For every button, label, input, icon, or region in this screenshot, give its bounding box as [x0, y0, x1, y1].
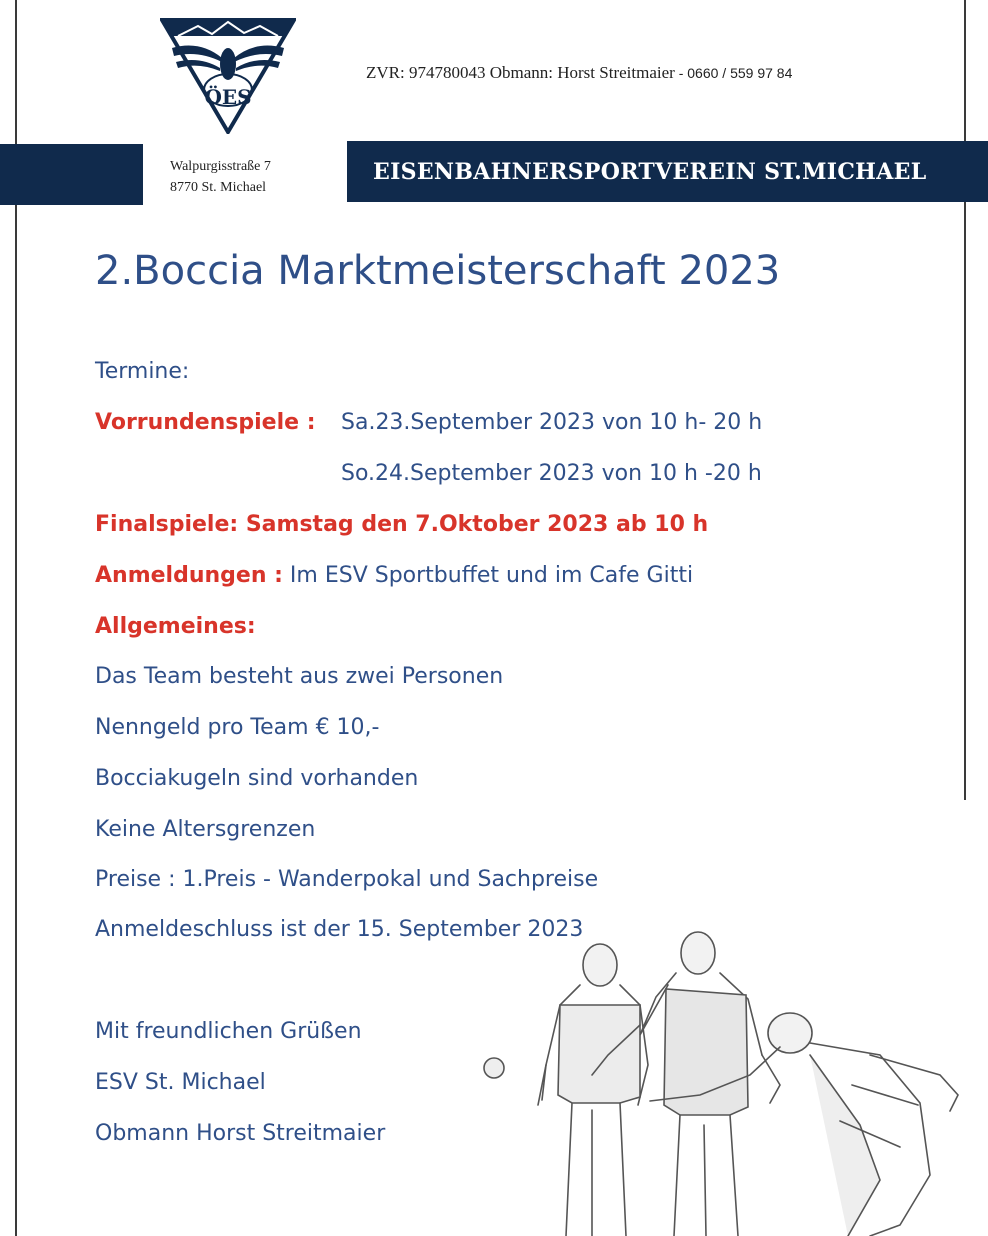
prelim-date-2: So.24.September 2023 von 10 h -20 h [341, 461, 762, 486]
club-logo [160, 18, 296, 134]
address-city: 8770 St. Michael [170, 180, 267, 195]
club-name: EISENBAHNERSPORTVEREIN ST.MICHAEL [373, 158, 927, 185]
page-title: 2.Boccia Marktmeisterschaft 2023 [95, 248, 781, 294]
final-games: Finalspiele: Samstag den 7.Oktober 2023 ab 10 h [95, 512, 709, 537]
detail-team-size: Das Team besteht aus zwei Personen [95, 664, 504, 689]
closing-signature: Obmann Horst Streitmaier [95, 1121, 386, 1146]
detail-entry-fee: Nenngeld pro Team € 10,- [95, 715, 380, 740]
page-border-right [964, 0, 966, 800]
registration-label: Anmeldungen : [95, 563, 283, 588]
detail-prizes: Preise : 1.Preis - Wanderpokal und Sachpreise [95, 867, 599, 892]
closing-club: ESV St. Michael [95, 1070, 266, 1095]
header-bar-left [0, 144, 143, 205]
detail-age: Keine Altersgrenzen [95, 817, 316, 842]
general-label: Allgemeines: [95, 614, 256, 639]
detail-deadline: Anmeldeschluss ist der 15. September 2023 [95, 917, 584, 942]
schedule-heading: Termine: [95, 359, 190, 384]
zvr-line [366, 63, 792, 83]
detail-balls: Bocciakugeln sind vorhanden [95, 766, 419, 791]
address-street: Walpurgisstraße 7 [170, 159, 271, 174]
header-bar-right [347, 141, 988, 202]
registration-line [95, 561, 693, 591]
prelim-label: Vorrundenspiele : [95, 410, 316, 435]
closing-greeting: Mit freundlichen Grüßen [95, 1019, 362, 1044]
prelim-date-1: Sa.23.September 2023 von 10 h- 20 h [341, 410, 763, 435]
phone-number: - 0660 / 559 97 84 [674, 65, 793, 81]
boccia-players-illustration [480, 925, 965, 1236]
registration-text: Im ESV Sportbuffet und im Cafe Gitti [282, 563, 694, 588]
zvr-text: ZVR: 974780043 Obmann: Horst Streitmaier [366, 63, 675, 82]
club-address [170, 156, 271, 198]
logo-letters: ÖES [204, 85, 252, 109]
